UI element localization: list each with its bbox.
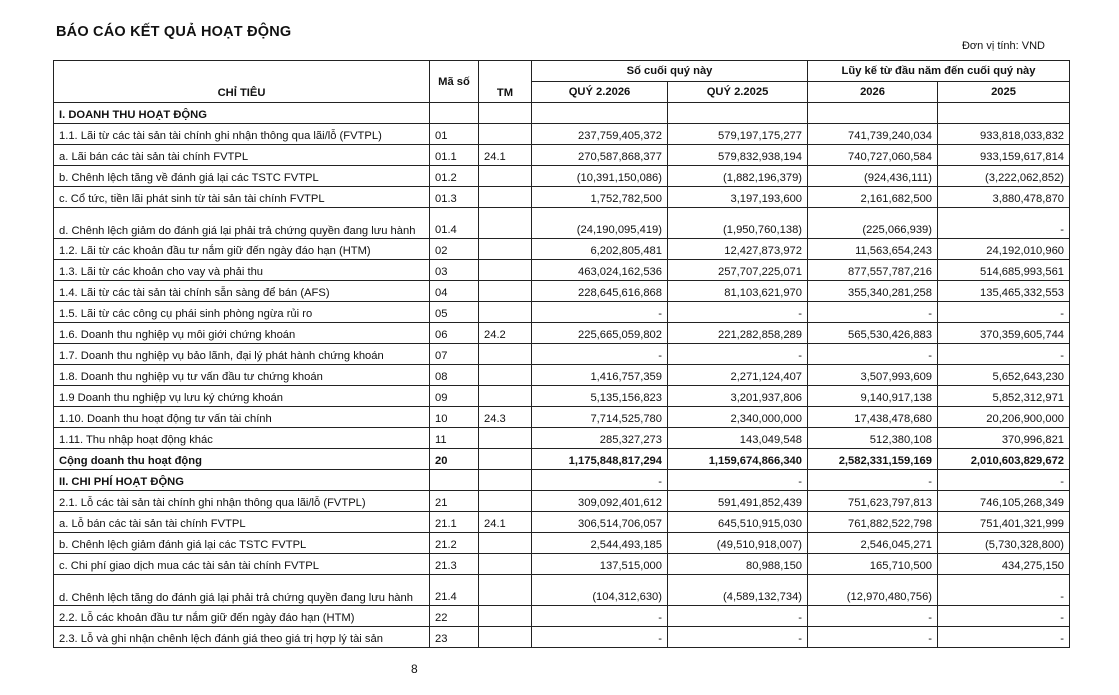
value-quy-2025: (4,589,132,734) xyxy=(668,575,808,606)
row-label: c. Chi phí giao dịch mua các tài sản tài chính FVTPL xyxy=(54,554,430,575)
value-quy-2026: - xyxy=(532,302,668,323)
row-code: 21.4 xyxy=(430,575,479,606)
value-year-2025: - xyxy=(938,627,1070,648)
row-label: a. Lãi bán các tài sản tài chính FVTPL xyxy=(54,145,430,166)
value-quy-2025: (1,950,760,138) xyxy=(668,208,808,239)
table-row xyxy=(54,166,1070,187)
row-label: 1.10. Doanh thu hoạt động tư vấn tài chính xyxy=(54,407,430,428)
row-code: 21.3 xyxy=(430,554,479,575)
row-tm xyxy=(479,491,532,512)
table-body xyxy=(54,103,1070,648)
table-row xyxy=(54,512,1070,533)
header-chi-tieu: CHỈ TIÊU xyxy=(54,61,430,103)
row-label: 1.11. Thu nhập hoạt động khác xyxy=(54,428,430,449)
row-tm xyxy=(479,281,532,302)
value-quy-2026: - xyxy=(532,344,668,365)
value-year-2026: 512,380,108 xyxy=(808,428,938,449)
value-year-2026: 565,530,426,883 xyxy=(808,323,938,344)
value-quy-2026: 306,514,706,057 xyxy=(532,512,668,533)
row-label: 1.7. Doanh thu nghiệp vụ bảo lãnh, đại lý phát hành chứng khoán xyxy=(54,344,430,365)
row-code: 06 xyxy=(430,323,479,344)
value-year-2025: - xyxy=(938,302,1070,323)
value-year-2026: 2,582,331,159,169 xyxy=(808,449,938,470)
row-label: Cộng doanh thu hoạt động xyxy=(54,449,430,470)
value-quy-2026: 463,024,162,536 xyxy=(532,260,668,281)
value-year-2025: (3,222,062,852) xyxy=(938,166,1070,187)
row-label: 1.2. Lãi từ các khoản đầu tư nắm giữ đến ngày đáo hạn (HTM) xyxy=(54,239,430,260)
income-statement-table xyxy=(53,60,1070,648)
value-quy-2026: 225,665,059,802 xyxy=(532,323,668,344)
value-year-2025: (5,730,328,800) xyxy=(938,533,1070,554)
header-quy-2026: QUÝ 2.2026 xyxy=(532,82,668,103)
value-quy-2026: (24,190,095,419) xyxy=(532,208,668,239)
row-code: 04 xyxy=(430,281,479,302)
row-tm: 24.3 xyxy=(479,407,532,428)
value-quy-2025 xyxy=(668,103,808,124)
value-quy-2026: - xyxy=(532,470,668,491)
value-year-2026: - xyxy=(808,470,938,491)
currency-unit: Đơn vị tính: VND xyxy=(961,40,1045,52)
row-label: 1.4. Lãi từ các tài sản tài chính sẵn sàng để bán (AFS) xyxy=(54,281,430,302)
row-code xyxy=(430,470,479,491)
header-year-2026: 2026 xyxy=(808,82,938,103)
value-quy-2025: 645,510,915,030 xyxy=(668,512,808,533)
row-label: 1.5. Lãi từ các công cụ phái sinh phòng ngừa rủi ro xyxy=(54,302,430,323)
value-quy-2026 xyxy=(532,103,668,124)
value-year-2026: 355,340,281,258 xyxy=(808,281,938,302)
row-tm xyxy=(479,470,532,491)
value-quy-2025: - xyxy=(668,606,808,627)
row-code: 01.3 xyxy=(430,187,479,208)
value-quy-2025: 12,427,873,972 xyxy=(668,239,808,260)
table-row xyxy=(54,470,1070,491)
row-tm xyxy=(479,208,532,239)
value-year-2026: 165,710,500 xyxy=(808,554,938,575)
row-code: 22 xyxy=(430,606,479,627)
value-year-2025: - xyxy=(938,344,1070,365)
value-year-2026: 2,161,682,500 xyxy=(808,187,938,208)
table-row xyxy=(54,491,1070,512)
value-year-2026: - xyxy=(808,606,938,627)
row-tm xyxy=(479,239,532,260)
row-code: 01 xyxy=(430,124,479,145)
row-code xyxy=(430,103,479,124)
table-row xyxy=(54,302,1070,323)
value-year-2025: 5,852,312,971 xyxy=(938,386,1070,407)
row-label: II. CHI PHÍ HOẠT ĐỘNG xyxy=(54,470,430,491)
value-year-2025: 751,401,321,999 xyxy=(938,512,1070,533)
table-row xyxy=(54,365,1070,386)
row-tm xyxy=(479,386,532,407)
row-label: I. DOANH THU HOẠT ĐỘNG xyxy=(54,103,430,124)
value-year-2026: (924,436,111) xyxy=(808,166,938,187)
value-year-2026: 11,563,654,243 xyxy=(808,239,938,260)
value-quy-2025: 257,707,225,071 xyxy=(668,260,808,281)
value-quy-2025: 3,197,193,600 xyxy=(668,187,808,208)
value-year-2025: - xyxy=(938,606,1070,627)
row-code: 10 xyxy=(430,407,479,428)
row-label: 2.2. Lỗ các khoản đầu tư nắm giữ đến ngày đáo hạn (HTM) xyxy=(54,606,430,627)
value-quy-2026: (104,312,630) xyxy=(532,575,668,606)
row-label: 2.3. Lỗ và ghi nhận chênh lệch đánh giá theo giá trị hợp lý tài sản xyxy=(54,627,430,648)
value-quy-2025: - xyxy=(668,470,808,491)
value-quy-2025: (1,882,196,379) xyxy=(668,166,808,187)
value-year-2026: (225,066,939) xyxy=(808,208,938,239)
value-quy-2026: 237,759,405,372 xyxy=(532,124,668,145)
row-tm xyxy=(479,627,532,648)
value-year-2025 xyxy=(938,103,1070,124)
value-year-2026: 877,557,787,216 xyxy=(808,260,938,281)
value-year-2025: 135,465,332,553 xyxy=(938,281,1070,302)
value-year-2026: 3,507,993,609 xyxy=(808,365,938,386)
value-quy-2025: 591,491,852,439 xyxy=(668,491,808,512)
row-code: 08 xyxy=(430,365,479,386)
header-year-2025: 2025 xyxy=(938,82,1070,103)
table-row xyxy=(54,124,1070,145)
value-quy-2026: 285,327,273 xyxy=(532,428,668,449)
value-year-2025: 5,652,643,230 xyxy=(938,365,1070,386)
value-quy-2026: 1,752,782,500 xyxy=(532,187,668,208)
row-tm xyxy=(479,575,532,606)
row-code: 21.2 xyxy=(430,533,479,554)
row-tm xyxy=(479,449,532,470)
row-label: 1.8. Doanh thu nghiệp vụ tư vấn đầu tư chứng khoán xyxy=(54,365,430,386)
row-code: 21.1 xyxy=(430,512,479,533)
value-quy-2026: 1,175,848,817,294 xyxy=(532,449,668,470)
value-year-2025: 933,818,033,832 xyxy=(938,124,1070,145)
value-year-2025: 370,996,821 xyxy=(938,428,1070,449)
row-tm xyxy=(479,344,532,365)
value-year-2026: 9,140,917,138 xyxy=(808,386,938,407)
row-code: 20 xyxy=(430,449,479,470)
value-quy-2025: 3,201,937,806 xyxy=(668,386,808,407)
value-quy-2025: 80,988,150 xyxy=(668,554,808,575)
row-label: b. Chênh lệch giảm đánh giá lại các TSTC FVTPL xyxy=(54,533,430,554)
row-tm xyxy=(479,260,532,281)
row-code: 01.4 xyxy=(430,208,479,239)
value-quy-2025: - xyxy=(668,344,808,365)
value-year-2025: - xyxy=(938,575,1070,606)
table-row xyxy=(54,208,1070,239)
value-quy-2025: 2,340,000,000 xyxy=(668,407,808,428)
value-quy-2025: 2,271,124,407 xyxy=(668,365,808,386)
value-quy-2025: - xyxy=(668,302,808,323)
value-quy-2025: 579,197,175,277 xyxy=(668,124,808,145)
value-quy-2026: 309,092,401,612 xyxy=(532,491,668,512)
table-row xyxy=(54,323,1070,344)
value-year-2025: 514,685,993,561 xyxy=(938,260,1070,281)
row-code: 02 xyxy=(430,239,479,260)
table-row xyxy=(54,281,1070,302)
table-row xyxy=(54,344,1070,365)
row-tm xyxy=(479,428,532,449)
value-year-2026: 741,739,240,034 xyxy=(808,124,938,145)
header-so-cuoi-quy: Số cuối quý này xyxy=(532,61,808,82)
value-quy-2025: 81,103,621,970 xyxy=(668,281,808,302)
row-label: 1.6. Doanh thu nghiệp vụ môi giới chứng khoán xyxy=(54,323,430,344)
value-year-2025: 370,359,605,744 xyxy=(938,323,1070,344)
row-label: d. Chênh lệch giảm do đánh giá lại phải trả chứng quyền đang lưu hành xyxy=(54,208,430,239)
value-year-2026: 761,882,522,798 xyxy=(808,512,938,533)
value-quy-2026: 6,202,805,481 xyxy=(532,239,668,260)
table-row xyxy=(54,554,1070,575)
value-quy-2026: 228,645,616,868 xyxy=(532,281,668,302)
table-row xyxy=(54,103,1070,124)
row-tm: 24.2 xyxy=(479,323,532,344)
value-quy-2025: 579,832,938,194 xyxy=(668,145,808,166)
row-label: a. Lỗ bán các tài sản tài chính FVTPL xyxy=(54,512,430,533)
value-year-2026: 2,546,045,271 xyxy=(808,533,938,554)
row-label: c. Cổ tức, tiền lãi phát sinh từ tài sản tài chính FVTPL xyxy=(54,187,430,208)
value-year-2026: - xyxy=(808,302,938,323)
row-code: 11 xyxy=(430,428,479,449)
value-quy-2026: 1,416,757,359 xyxy=(532,365,668,386)
row-code: 05 xyxy=(430,302,479,323)
value-quy-2026: (10,391,150,086) xyxy=(532,166,668,187)
row-tm: 24.1 xyxy=(479,145,532,166)
value-year-2025: 746,105,268,349 xyxy=(938,491,1070,512)
value-year-2025: 20,206,900,000 xyxy=(938,407,1070,428)
value-year-2025: - xyxy=(938,208,1070,239)
value-year-2025: 24,192,010,960 xyxy=(938,239,1070,260)
value-quy-2026: 7,714,525,780 xyxy=(532,407,668,428)
value-quy-2025: 221,282,858,289 xyxy=(668,323,808,344)
row-code: 07 xyxy=(430,344,479,365)
row-tm xyxy=(479,166,532,187)
value-year-2025: - xyxy=(938,470,1070,491)
row-label: 1.3. Lãi từ các khoản cho vay và phải thu xyxy=(54,260,430,281)
header-luy-ke: Lũy kế từ đầu năm đến cuối quý này xyxy=(808,61,1070,82)
row-code: 23 xyxy=(430,627,479,648)
row-tm xyxy=(479,124,532,145)
row-tm: 24.1 xyxy=(479,512,532,533)
row-label: d. Chênh lệch tăng do đánh giá lại phải trả chứng quyền đang lưu hành xyxy=(54,575,430,606)
value-quy-2026: 5,135,156,823 xyxy=(532,386,668,407)
value-year-2026: 740,727,060,584 xyxy=(808,145,938,166)
table-row xyxy=(54,407,1070,428)
header-ma-so: Mã số xyxy=(430,61,479,103)
value-quy-2026: - xyxy=(532,606,668,627)
value-quy-2025: (49,510,918,007) xyxy=(668,533,808,554)
table-row xyxy=(54,575,1070,606)
table-row xyxy=(54,428,1070,449)
row-label: 2.1. Lỗ các tài sản tài chính ghi nhận thông qua lãi/lỗ (FVTPL) xyxy=(54,491,430,512)
row-label: 1.1. Lãi từ các tài sản tài chính ghi nhận thông qua lãi/lỗ (FVTPL) xyxy=(54,124,430,145)
table-row xyxy=(54,627,1070,648)
row-tm xyxy=(479,365,532,386)
table-row xyxy=(54,386,1070,407)
header-quy-2025: QUÝ 2.2025 xyxy=(668,82,808,103)
header-tm: TM xyxy=(479,61,532,103)
value-year-2025: 2,010,603,829,672 xyxy=(938,449,1070,470)
value-year-2025: 933,159,617,814 xyxy=(938,145,1070,166)
value-quy-2026: 2,544,493,185 xyxy=(532,533,668,554)
row-code: 01.2 xyxy=(430,166,479,187)
value-quy-2025: - xyxy=(668,627,808,648)
table-row xyxy=(54,239,1070,260)
row-tm xyxy=(479,302,532,323)
row-label: 1.9 Doanh thu nghiệp vụ lưu ký chứng khoán xyxy=(54,386,430,407)
report-title: BÁO CÁO KẾT QUẢ HOẠT ĐỘNG xyxy=(56,24,292,40)
row-tm xyxy=(479,606,532,627)
value-year-2026: (12,970,480,756) xyxy=(808,575,938,606)
row-tm xyxy=(479,554,532,575)
row-tm xyxy=(479,187,532,208)
row-code: 01.1 xyxy=(430,145,479,166)
table-row xyxy=(54,260,1070,281)
value-quy-2026: 137,515,000 xyxy=(532,554,668,575)
value-year-2026 xyxy=(808,103,938,124)
value-year-2026: 751,623,797,813 xyxy=(808,491,938,512)
row-code: 21 xyxy=(430,491,479,512)
row-tm xyxy=(479,103,532,124)
value-year-2025: 3,880,478,870 xyxy=(938,187,1070,208)
value-year-2026: - xyxy=(808,627,938,648)
value-year-2025: 434,275,150 xyxy=(938,554,1070,575)
table-row xyxy=(54,533,1070,554)
table-row xyxy=(54,606,1070,627)
table-row xyxy=(54,145,1070,166)
value-quy-2026: - xyxy=(532,627,668,648)
row-tm xyxy=(479,533,532,554)
value-quy-2025: 143,049,548 xyxy=(668,428,808,449)
page-number: 8 xyxy=(411,662,418,676)
row-code: 03 xyxy=(430,260,479,281)
row-label: b. Chênh lệch tăng về đánh giá lại các TSTC FVTPL xyxy=(54,166,430,187)
value-year-2026: - xyxy=(808,344,938,365)
value-year-2026: 17,438,478,680 xyxy=(808,407,938,428)
value-quy-2025: 1,159,674,866,340 xyxy=(668,449,808,470)
table-row xyxy=(54,449,1070,470)
value-quy-2026: 270,587,868,377 xyxy=(532,145,668,166)
row-code: 09 xyxy=(430,386,479,407)
table-row xyxy=(54,187,1070,208)
